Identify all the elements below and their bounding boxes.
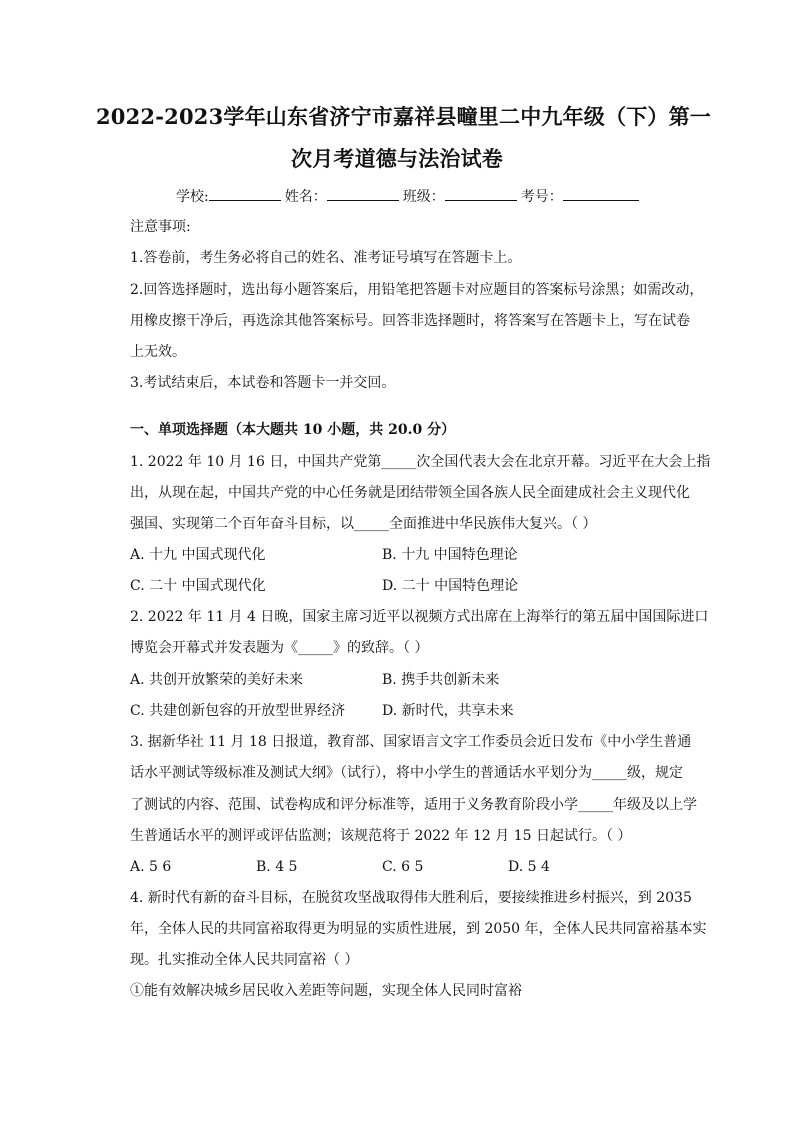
notice-item: 用橡皮擦干净后，再选涂其他答案标号。回答非选择题时，将答案写在答题卡上，写在试卷 <box>130 313 690 329</box>
question-2-option-a: A. 共创开放繁荣的美好未来 <box>130 672 304 688</box>
question-1-line: 1. 2022 年 10 月 16 日，中国共产党第_____次全国代表大会在北京开幕。习近平在大会上指 <box>130 454 711 470</box>
name-blank <box>327 186 399 201</box>
notice-item: 上无效。 <box>130 344 186 360</box>
question-4-line: 4. 新时代有新的奋斗目标，在脱贫攻坚战取得伟大胜利后，要接续推进乡村振兴，到 2035 <box>130 890 692 906</box>
question-2-option-b: B. 携手共创新未来 <box>382 672 500 688</box>
question-4-line: 现。扎实推动全体人民共同富裕（ ） <box>130 952 359 968</box>
question-4-line: 年，全体人民的共同富裕取得更为明显的实质性进展，到 2050 年，全体人民共同富裕基本实 <box>130 921 707 937</box>
question-3-option-c: C. 6 5 <box>382 859 424 875</box>
question-2-line: 博览会开幕式并发表题为《_____》的致辞。（ ） <box>130 640 429 656</box>
school-label: 学校: <box>176 189 209 205</box>
exam-title-line-2: 次月考道德与法治试卷 <box>291 146 503 171</box>
question-3-line: 生普通话水平的测评或评估监测；该规范将于 2022 年 12 月 15 日起试行。（ ） <box>130 828 632 844</box>
question-2-line: 2. 2022 年 11 月 4 日晚，国家主席习近平以视频方式出席在上海举行的第五届中国国际进口 <box>130 609 709 625</box>
section-heading: 一、单项选择题（本大题共 10 小题，共 20.0 分） <box>130 422 456 438</box>
question-4-statement-1: ①能有效解决城乡居民收入差距等问题，实现全体人民同时富裕 <box>130 983 522 999</box>
question-1-option-d: D. 二十 中国特色理论 <box>382 578 519 594</box>
question-2-option-d: D. 新时代，共享未来 <box>382 703 514 719</box>
question-3-line: 了测试的内容、范围、试卷构成和评分标准等，适用于义务教育阶段小学_____年级及以上学 <box>130 797 697 813</box>
question-3-option-a: A. 5 6 <box>130 859 172 875</box>
question-1-line: 强国、实现第二个百年奋斗目标，以_____全面推进中华民族伟大复兴。（ ） <box>130 516 597 532</box>
question-1-option-a: A. 十九 中国式现代化 <box>130 547 266 563</box>
question-3-option-b: B. 4 5 <box>256 859 298 875</box>
notice-item: 3.考试结束后，本试卷和答题卡一并交回。 <box>130 375 396 391</box>
notice-item: 1.答卷前，考生务必将自己的姓名、准考证号填写在答题卡上。 <box>130 250 522 266</box>
number-label: 考号： <box>520 189 563 205</box>
student-info-row <box>176 186 676 207</box>
question-1-option-b: B. 十九 中国特色理论 <box>382 547 518 563</box>
name-label: 姓名： <box>284 189 327 205</box>
exam-title-line-1: 2022-2023学年山东省济宁市嘉祥县疃里二中九年级（下）第一 <box>96 104 712 129</box>
question-3-option-d: D. 5 4 <box>508 859 550 875</box>
question-1-line: 出，从现在起，中国共产党的中心任务就是团结带领全国各族人民全面建成社会主义现代化 <box>130 485 690 501</box>
question-3-line: 话水平测试等级标准及测试大纲》（试行），将中小学生的普通话水平划分为_____级，规定 <box>130 765 683 781</box>
question-1-option-c: C. 二十 中国式现代化 <box>130 578 266 594</box>
class-blank <box>445 186 517 201</box>
class-label: 班级： <box>402 189 445 205</box>
question-2-option-c: C. 共建创新包容的开放型世界经济 <box>130 703 346 719</box>
question-3-line: 3. 据新华社 11 月 18 日报道，教育部、国家语言文字工作委员会近日发布《中小学生普通 <box>130 734 692 750</box>
number-blank <box>563 186 639 201</box>
notice-item: 2.回答选择题时，选出每小题答案后，用铅笔把答题卡对应题目的答案标号涂黑；如需改动， <box>130 282 704 298</box>
notice-heading: 注意事项: <box>130 219 191 235</box>
school-blank <box>209 186 281 201</box>
